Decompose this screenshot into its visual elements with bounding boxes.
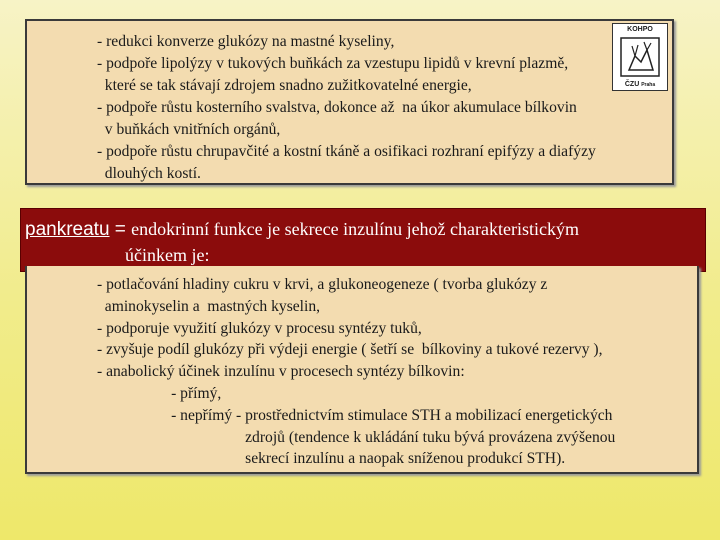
- text-line: aminokyselin a mastných kyselin,: [97, 297, 321, 315]
- text-line: - přímý,: [97, 384, 222, 402]
- logo-czu: ČZU: [624, 81, 640, 88]
- text-line: - podpoře lipolýzy v tukových buňkách za vzestupu lipidů v krevní plazmě,: [97, 55, 569, 72]
- lower-text-lines: [97, 274, 615, 470]
- text-line: - podpoře růstu kosterního svalstva, dokonce až na úkor akumulace bílkovin: [97, 99, 577, 116]
- section-heading-bar: [20, 208, 706, 272]
- section-keyword: pankreatu: [25, 219, 110, 240]
- upper-text-box: [25, 19, 674, 185]
- logo-praha: Praha: [641, 82, 656, 88]
- logo-top-text: KOHPO: [627, 26, 653, 33]
- text-line: - redukci konverze glukózy na mastné kyseliny,: [97, 33, 395, 50]
- university-logo: [612, 23, 668, 91]
- text-line: v buňkách vnitřních orgánů,: [97, 121, 281, 138]
- section-heading: [25, 219, 579, 241]
- text-line: - anabolický účinek inzulínu v procesech syntézy bílkovin:: [97, 363, 465, 381]
- text-line: - nepřímý - prostřednictvím stimulace STH a mobilizací energetických: [97, 406, 613, 424]
- text-line: zdrojů (tendence k ukládání tuku bývá provázena zvýšenou: [97, 428, 616, 446]
- upper-text-lines: [97, 31, 596, 185]
- heading-line-2: účinkem je:: [125, 245, 210, 265]
- text-line: dlouhých kostí.: [97, 165, 201, 182]
- text-line: - podpoře růstu chrupavčité a kostní tkáně a osifikaci rozhraní epifýzy a diafýzy: [97, 143, 596, 160]
- text-line: sekrecí inzulínu a naopak sníženou produkcí STH).: [97, 450, 566, 468]
- text-line: - potlačování hladiny cukru v krvi, a glukoneogeneze ( tvorba glukózy z: [97, 276, 548, 293]
- text-line: - podporuje využití glukózy v procesu syntézy tuků,: [97, 319, 422, 337]
- heading-line-1: endokrinní funkce je sekrece inzulínu jehož charakteristickým: [131, 219, 579, 239]
- logo-bottom-text: [613, 81, 667, 88]
- text-line: které se tak stávají zdrojem snadno zužitkovatelné energie,: [97, 77, 472, 94]
- lower-text-box: [25, 266, 699, 474]
- text-line: - zvyšuje podíl glukózy při výdeji energie ( šetří se bílkoviny a tukové rezervy ),: [97, 341, 603, 359]
- equals-sign: =: [109, 219, 132, 240]
- deer-emblem-icon: [619, 36, 661, 78]
